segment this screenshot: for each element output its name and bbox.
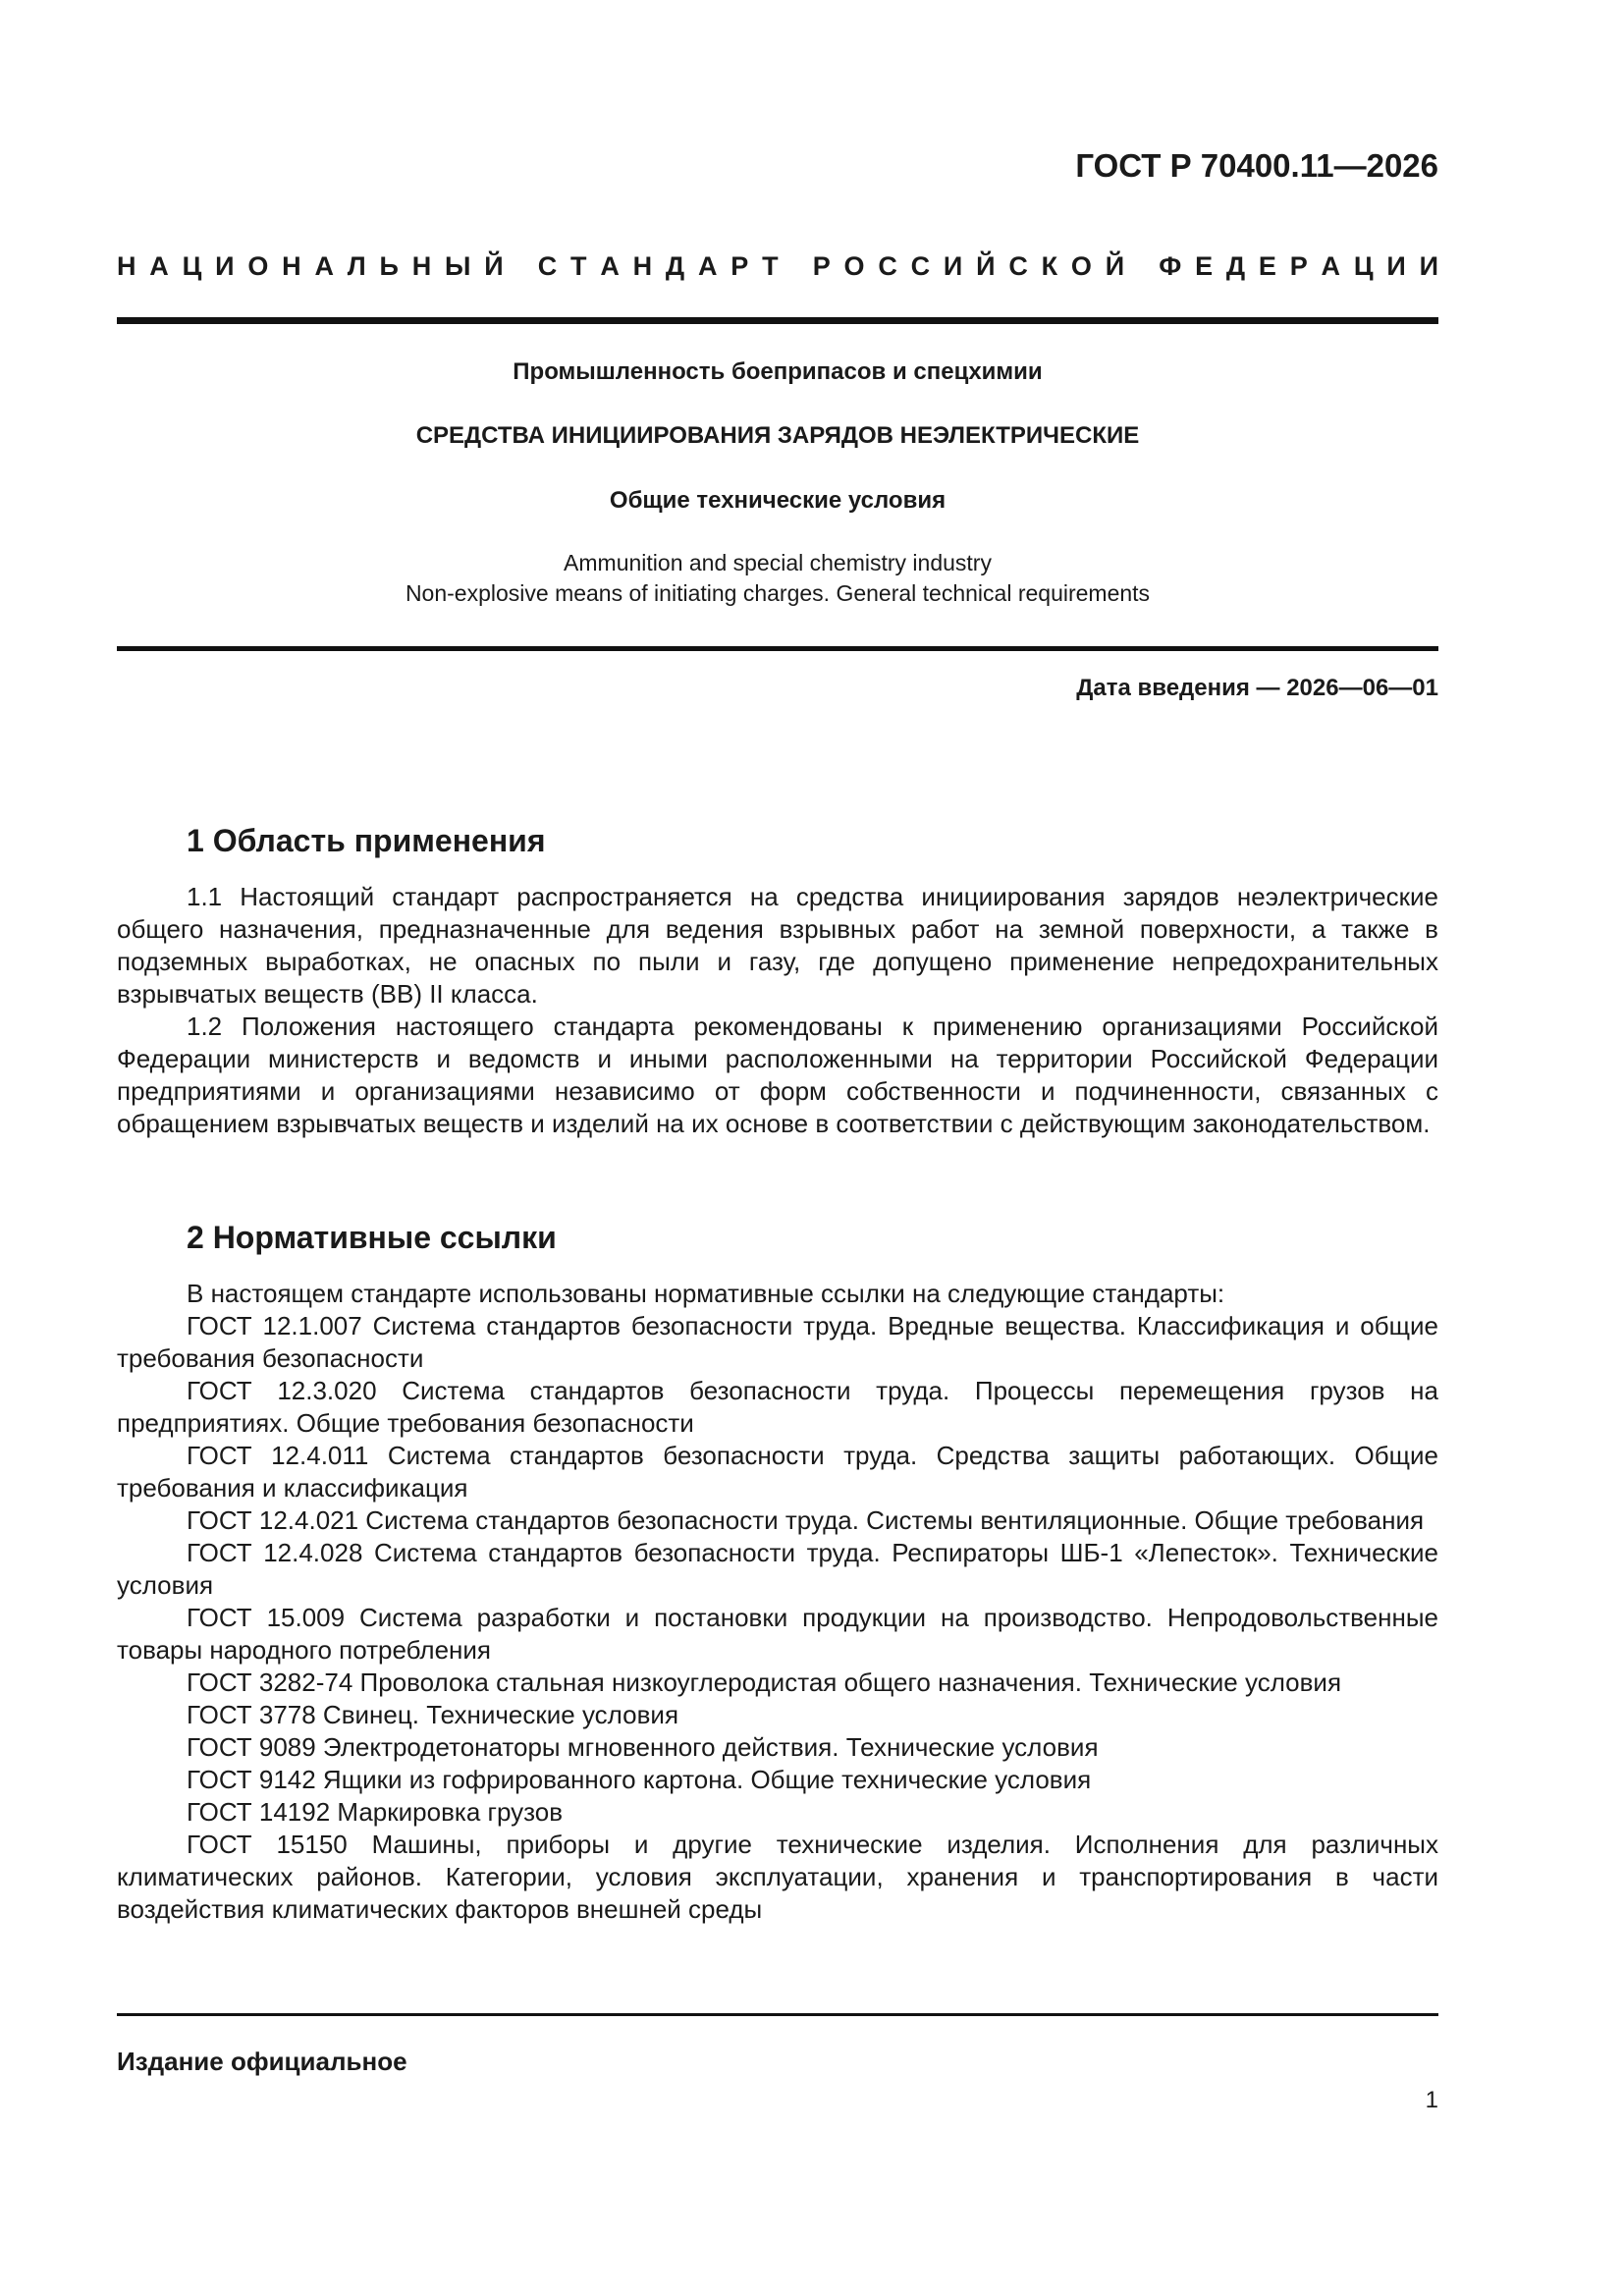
english-title-line2: Non-explosive means of initiating charges. General technical requirements — [405, 580, 1151, 606]
letter: О — [1070, 251, 1092, 281]
section-1-body — [117, 881, 1438, 1140]
reference-item: ГОСТ 9089 Электродетонаторы мгновенного действия. Технические условия — [187, 1732, 1099, 1762]
subject-title: СРЕДСТВА ИНИЦИИРОВАНИЯ ЗАРЯДОВ НЕЭЛЕКТРИЧЕСКИЕ — [415, 422, 1140, 449]
section-1-heading: 1 Область применения — [187, 823, 546, 858]
reference-item: ГОСТ 14192 Маркировка грузов — [187, 1797, 564, 1827]
letter: Л — [347, 251, 366, 281]
letter-space — [1138, 251, 1146, 282]
section-2-heading: 2 Нормативные ссылки — [187, 1220, 557, 1255]
introduction-date: Дата введения — 2026—06—01 — [1076, 675, 1438, 701]
paragraph-1-2: 1.2 Положения настоящего стандарта рекомендованы к применению организациями Российской Федерации министерств и ведомств и иными расположенными на территории Российской Федерации предприятиями и организациями независимо от форм собственности и подчиненности, связанных с обращением взрывчатых веществ и изделий на их основе в соответствии с действующим законодательством. — [117, 1011, 1438, 1138]
conditions-title: Общие технические условия — [609, 487, 947, 514]
reference-item: ГОСТ 15150 Машины, приборы и другие технические изделия. Исполнения для различных климатических районов. Категории, условия эксплуатации, хранения и транспортирования в части воздействия климатических факторов внешней среды — [117, 1830, 1438, 1924]
letter: Ф — [1159, 251, 1182, 281]
letter: Е — [1195, 251, 1214, 281]
letter-space — [791, 251, 799, 282]
reference-item: ГОСТ 12.3.020 Система стандартов безопасности труда. Процессы перемещения грузов на предприятиях. Общие требования безопасности — [117, 1376, 1438, 1438]
letter: С — [878, 251, 897, 281]
letter: А — [314, 251, 334, 281]
letter: А — [1321, 251, 1341, 281]
letter: Р — [1289, 251, 1308, 281]
letter: Е — [1258, 251, 1276, 281]
industry-title: Промышленность боеприпасов и спецхимии — [513, 358, 1043, 385]
letter: Й — [484, 251, 504, 281]
gost-code: ГОСТ Р 70400.11—2026 — [1075, 147, 1438, 184]
letter-space — [516, 251, 524, 282]
letter: К — [1041, 251, 1058, 281]
page-number: 1 — [1425, 2087, 1438, 2113]
reference-item: ГОСТ 15.009 Система разработки и постановки продукции на производство. Непродовольственные товары народного потребления — [117, 1603, 1438, 1665]
footer-rule — [117, 2013, 1438, 2016]
letter: Р — [730, 251, 749, 281]
letter: Ь — [379, 251, 399, 281]
letter: Т — [762, 251, 779, 281]
letter: С — [537, 251, 558, 281]
letter: А — [697, 251, 718, 281]
top-rule — [117, 317, 1438, 324]
national-standard-title — [117, 251, 1438, 282]
letter: Ы — [444, 251, 471, 281]
reference-item: ГОСТ 12.1.007 Система стандартов безопасности труда. Вредные вещества. Классификация и общие требования безопасности — [117, 1311, 1438, 1373]
letter: Т — [570, 251, 587, 281]
letter: Й — [976, 251, 996, 281]
letter: О — [247, 251, 269, 281]
references-intro: В настоящем стандарте использованы нормативные ссылки на следующие стандарты: — [187, 1279, 1225, 1308]
english-title-line1: Ammunition and special chemistry industry — [564, 550, 992, 575]
middle-rule — [117, 646, 1438, 651]
letter: Н — [282, 251, 301, 281]
letter: Ц — [182, 251, 202, 281]
official-edition-label: Издание официальное — [117, 2047, 407, 2076]
reference-item: ГОСТ 3282-74 Проволока стальная низкоуглеродистая общего назначения. Технические условия — [187, 1667, 1342, 1697]
reference-item: ГОСТ 9142 Ящики из гофрированного картона. Общие технические условия — [187, 1765, 1092, 1794]
letter: И — [1419, 251, 1438, 281]
letter: Н — [632, 251, 653, 281]
letter: А — [149, 251, 169, 281]
letter: А — [600, 251, 620, 281]
letter: И — [1386, 251, 1406, 281]
letter: И — [943, 251, 963, 281]
letter: Д — [665, 251, 685, 281]
letter: С — [1008, 251, 1028, 281]
paragraph-1-1: 1.1 Настоящий стандарт распространяется на средства инициирования зарядов неэлектрические общего назначения, предназначенные для ведения взрывных работ на земной поверхности, а также в подземных выработках, не опасных по пыли и газу, где допущено применение непредохранительных взрывчатых веществ (ВВ) II класса. — [117, 882, 1438, 1009]
letter: Р — [812, 251, 831, 281]
letter: Д — [1225, 251, 1246, 281]
letter: О — [843, 251, 865, 281]
reference-item: ГОСТ 3778 Свинец. Технические условия — [187, 1700, 679, 1729]
reference-item: ГОСТ 12.4.028 Система стандартов безопасности труда. Респираторы ШБ-1 «Лепесток». Технические условия — [117, 1538, 1438, 1600]
section-2-body — [117, 1278, 1438, 1926]
letter: Ц — [1353, 251, 1374, 281]
letter: Н — [411, 251, 432, 281]
letter: Й — [1105, 251, 1125, 281]
letter: И — [215, 251, 235, 281]
letter: С — [910, 251, 931, 281]
reference-item: ГОСТ 12.4.021 Система стандартов безопасности труда. Системы вентиляционные. Общие требования — [187, 1505, 1425, 1535]
letter: Н — [117, 251, 136, 281]
reference-item: ГОСТ 12.4.011 Система стандартов безопасности труда. Средства защиты работающих. Общие требования и классификация — [117, 1441, 1438, 1503]
